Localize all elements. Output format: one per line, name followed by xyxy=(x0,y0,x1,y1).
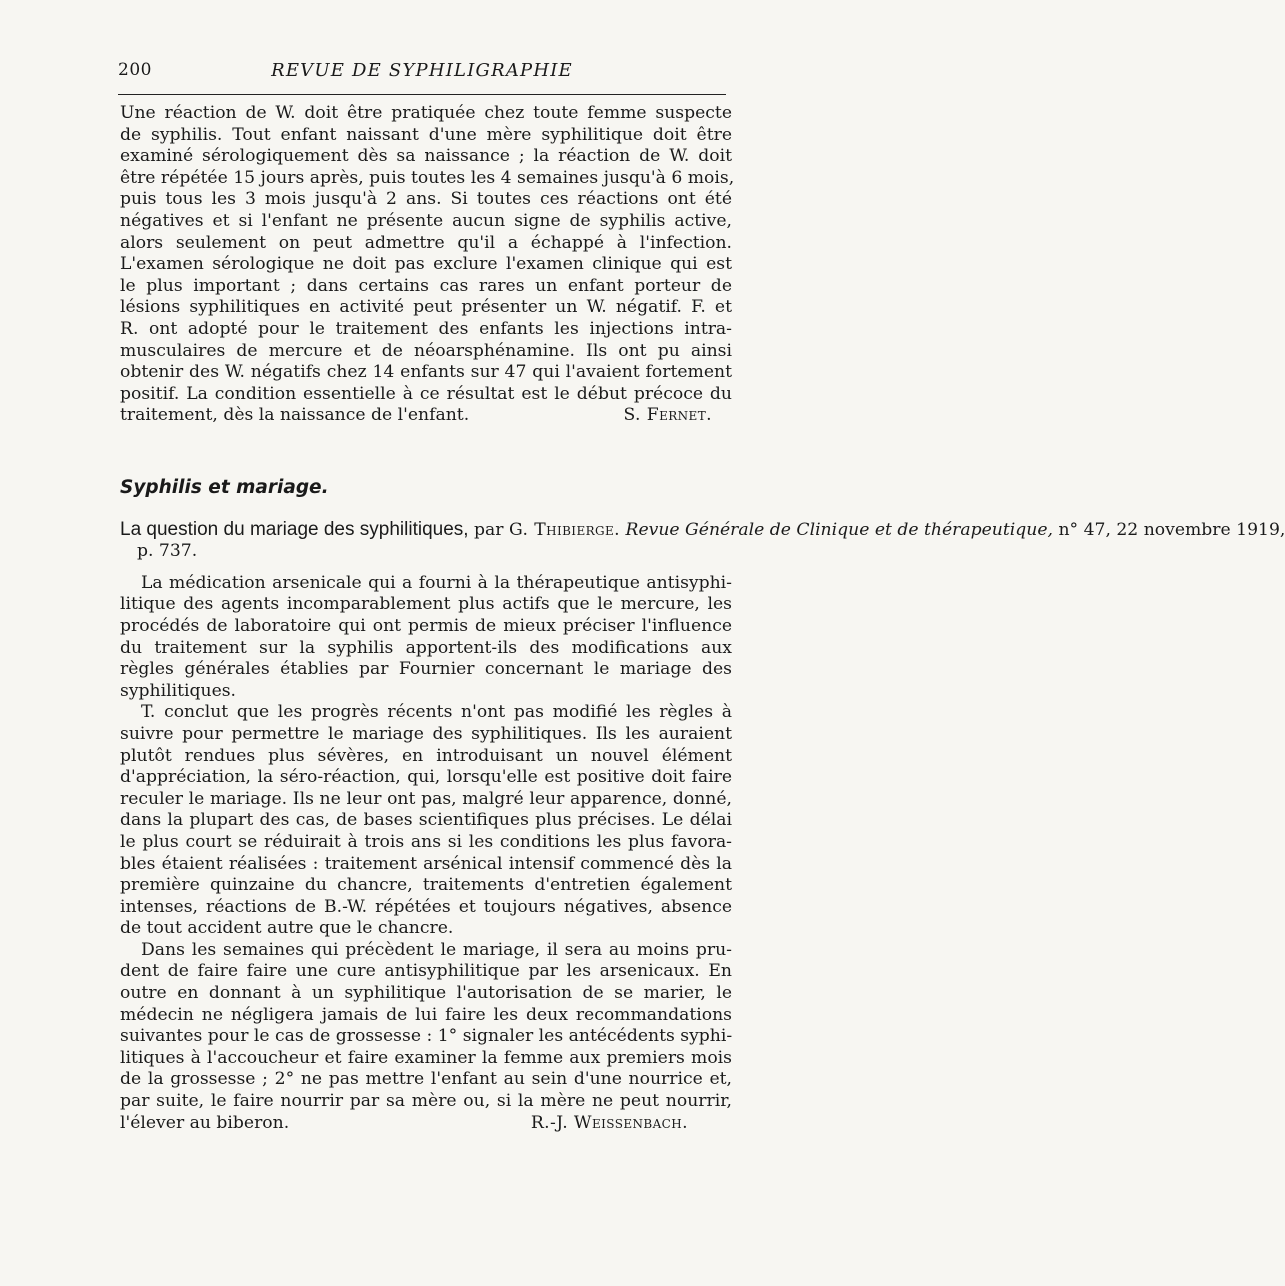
text-line: Une réaction de W. doit être pratiquée chez toute femme suspecte xyxy=(120,103,732,123)
text-line: être répétée 15 jours après, puis toutes les 4 semaines jusqu'à 6 mois, xyxy=(120,167,735,188)
review-thibierge xyxy=(120,477,1285,1134)
text-line: dent de faire faire une cure antisyphilitique par les arsenicaux. En xyxy=(120,961,732,982)
text-line: l'élever au biberon. xyxy=(120,1112,290,1133)
page-number: 200 xyxy=(118,60,152,80)
text-line: L'examen sérologique ne doit pas exclure l'examen clinique qui est xyxy=(120,254,732,275)
text-line: d'appréciation, la séro-réaction, qui, lorsqu'elle est positive doit faire xyxy=(120,767,732,788)
article-title: La question du mariage des syphilitiques, xyxy=(120,518,469,540)
text-line: reculer le mariage. Ils ne leur ont pas, malgré leur apparence, donné, xyxy=(120,788,732,809)
text-line: le plus court se réduirait à trois ans si les conditions les plus favora- xyxy=(120,831,732,852)
text-line: médecin ne négligera jamais de lui faire les deux recommandations xyxy=(120,1004,732,1025)
text-line: syphilitiques. xyxy=(120,680,237,701)
text-line: le plus important ; dans certains cas rares un enfant porteur de xyxy=(120,275,732,296)
reference-by: par xyxy=(474,519,504,540)
journal-issue: n° 47, 22 novembre 1919, xyxy=(1058,519,1285,540)
text-line: examiné sérologiquement dès sa naissance ; la réaction de W. doit xyxy=(120,146,732,167)
text-line: T. conclut que les progrès récents n'ont pas modifié les règles à xyxy=(141,702,732,723)
text-line: plutôt rendues plus sévères, en introduisant un nouvel élément xyxy=(120,745,732,766)
journal-name: Revue Générale de Clinique et de thérapeutique, xyxy=(625,519,1053,540)
text-line: suivantes pour le cas de grossesse : 1° signaler les antécédents syphi- xyxy=(120,1026,733,1047)
text-line: négatives et si l'enfant ne présente aucun signe de syphilis active, xyxy=(120,210,732,231)
review-fernet-paragraph xyxy=(120,103,735,427)
text-line: La médication arsenicale qui a fourni à la thérapeutique antisyphi- xyxy=(141,572,732,593)
paragraph-1 xyxy=(120,573,732,703)
review-fernet xyxy=(120,103,735,427)
text-line: première quinzaine du chancre, traitements d'entretien également xyxy=(120,875,732,896)
text-line: puis tous les 3 mois jusqu'à 2 ans. Si toutes ces réactions ont été xyxy=(120,189,732,210)
text-line: règles générales établies par Fournier concernant le mariage des xyxy=(120,659,732,680)
closing-line xyxy=(120,1113,732,1135)
text-line: dans la plupart des cas, de bases scientifiques plus précises. Le délai xyxy=(120,810,732,831)
running-title: REVUE DE SYPHILIGRAPHIE xyxy=(271,60,573,81)
text-line: de la grossesse ; 2° ne pas mettre l'enfant au sein d'une nourrice et, xyxy=(120,1069,732,1090)
text-line: intenses, réactions de B.-W. répétées et toujours négatives, absence xyxy=(120,896,732,917)
text-line: litique des agents incomparablement plus actifs que le mercure, les xyxy=(120,594,732,615)
text-line: du traitement sur la syphilis apportent-ils des modifications aux xyxy=(120,637,732,658)
text-line: suivre pour permettre le mariage des syphilitiques. Ils les auraient xyxy=(120,723,732,744)
text-line: musculaires de mercure et de néoarsphénamine. Ils ont pu ainsi xyxy=(120,340,732,361)
article-author: G. Thibierge. xyxy=(508,519,621,540)
section-title: Syphilis et mariage. xyxy=(120,477,329,498)
text-line: alors seulement on peut admettre qu'il a échappé à l'infection. xyxy=(120,232,732,253)
article-reference xyxy=(120,518,1285,563)
text-line: de syphilis. Tout enfant naissant d'une mère syphilitique doit être xyxy=(120,124,732,145)
text-line: bles étaient réalisées : traitement arsénical intensif commencé dès la xyxy=(120,853,732,874)
text-line: par suite, le faire nourrir par sa mère ou, si la mère ne peut nourrir, xyxy=(120,1091,732,1112)
text-line: traitement, dès la naissance de l'enfant. xyxy=(120,405,470,426)
text-line: de tout accident autre que le chancre. xyxy=(120,918,454,939)
author-signature: S. Fernet. xyxy=(623,405,712,426)
paragraph-3 xyxy=(120,940,732,1134)
text-line: lésions syphilitiques en activité peut présenter un W. négatif. F. et xyxy=(120,297,732,318)
text-line: positif. La condition essentielle à ce résultat est le début précoce du xyxy=(120,383,732,404)
journal-pages: p. 737. xyxy=(137,541,198,562)
author-signature: R.-J. Weissenbach. xyxy=(530,1112,688,1133)
text-line: outre en donnant à un syphilitique l'autorisation de se marier, le xyxy=(120,983,732,1004)
text-line: litiques à l'accoucheur et faire examiner la femme aux premiers mois xyxy=(120,1047,732,1068)
reference-line xyxy=(120,518,1285,542)
paragraph-2 xyxy=(120,702,732,940)
text-line: obtenir des W. négatifs chez 14 enfants sur 47 qui l'avaient fortement xyxy=(120,362,732,383)
text-line: R. ont adopté pour le traitement des enfants les injections intra- xyxy=(120,318,732,339)
closing-line xyxy=(120,405,732,427)
page-header xyxy=(118,60,726,88)
text-line: Dans les semaines qui précèdent le mariage, il sera au moins pru- xyxy=(141,939,732,960)
header-rule xyxy=(118,94,726,95)
text-line: procédés de laboratoire qui ont permis de mieux préciser l'influence xyxy=(120,615,732,636)
